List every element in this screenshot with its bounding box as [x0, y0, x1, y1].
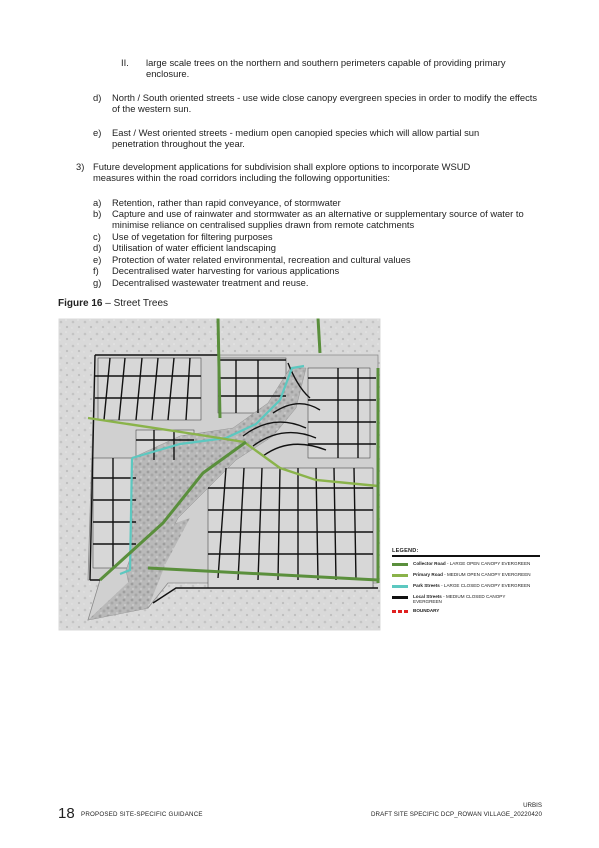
list-marker-ii: II.: [121, 57, 129, 68]
wsud-item-b: Capture and use of rainwater and stormwater as an alternative or supplementary source of water to minimise reliance on centralised supplies drawn from remote catchments: [112, 208, 524, 231]
map-legend: [392, 548, 540, 619]
legend-item-local: [392, 594, 540, 608]
legend-swatch-boundary: [392, 610, 408, 613]
footer-section: PROPOSED SITE-SPECIFIC GUIDANCE: [81, 811, 203, 818]
legend-name-collector: Collector Road: [413, 561, 446, 566]
item-d-text: North / South oriented streets - use wide close canopy evergreen species in order to modify the effects of the western sun.: [112, 92, 538, 115]
legend-swatch-collector: [392, 563, 408, 566]
wsud-item-f: Decentralised water harvesting for various applications: [112, 265, 340, 276]
legend-title: LEGEND:: [392, 548, 419, 554]
wsud-marker-a: a): [93, 197, 102, 208]
item-ii-text: large scale trees on the northern and southern perimeters capable of providing primary enclosure.: [146, 57, 506, 80]
wsud-marker-e: e): [93, 254, 102, 265]
wsud-item-d: Utilisation of water efficient landscaping: [112, 242, 276, 253]
legend-swatch-primary: [392, 574, 408, 577]
page-number: 18: [58, 805, 75, 822]
footer-document: DRAFT SITE SPECIFIC DCP_ROWAN VILLAGE_20220420: [370, 811, 542, 818]
wsud-marker-g: g): [93, 277, 102, 288]
legend-swatch-park: [392, 585, 408, 588]
figure-label: Figure 16: [58, 298, 103, 309]
wsud-item-e: Protection of water related environmental, recreation and cultural values: [112, 254, 411, 265]
item-e-text: East / West oriented streets - medium open canopied species which will allow partial sun penetration throughout the year.: [112, 127, 480, 150]
list-marker-3: 3): [76, 161, 85, 172]
wsud-marker-c: c): [93, 231, 101, 242]
wsud-item-g: Decentralised wastewater treatment and reuse.: [112, 277, 309, 288]
wsud-marker-d: d): [93, 242, 102, 253]
footer-company: URBIS: [523, 802, 542, 809]
wsud-item-c: Use of vegetation for filtering purposes: [112, 231, 273, 242]
legend-item-park: [392, 583, 540, 594]
legend-desc-primary: - MEDIUM OPEN CANOPY EVERGREEN: [442, 572, 531, 577]
wsud-item-a: Retention, rather than rapid conveyance, of stormwater: [112, 197, 341, 208]
legend-name-park: Park Streets: [413, 583, 440, 588]
list-marker-e: e): [93, 127, 102, 138]
wsud-marker-b: b): [93, 208, 102, 219]
legend-desc-park: - LARGE CLOSED CANOPY EVERGREEN: [439, 583, 531, 588]
street-trees-map: [58, 318, 381, 631]
legend-name-local: Local Streets: [413, 594, 442, 599]
legend-item-primary: [392, 572, 540, 583]
legend-desc-collector: - LARGE OPEN CANOPY EVERGREEN: [445, 561, 531, 566]
legend-name-primary: Primary Road: [413, 572, 443, 577]
legend-item-boundary: [392, 608, 540, 619]
legend-divider: [392, 555, 540, 557]
legend-name-boundary: BOUNDARY: [413, 608, 440, 613]
wsud-marker-f: f): [93, 265, 99, 276]
legend-item-collector: [392, 561, 540, 572]
legend-desc-local: - MEDIUM CLOSED CANOPY EVERGREEN: [413, 594, 506, 605]
legend-swatch-local: [392, 596, 408, 599]
figure-caption: [58, 298, 168, 309]
list-marker-d: d): [93, 92, 102, 103]
figure-title: – Street Trees: [102, 298, 169, 309]
wsud-intro: Future development applications for subdivision shall explore options to incorporate WSUD measures within the road corridors including the following opportunities:: [93, 161, 471, 184]
